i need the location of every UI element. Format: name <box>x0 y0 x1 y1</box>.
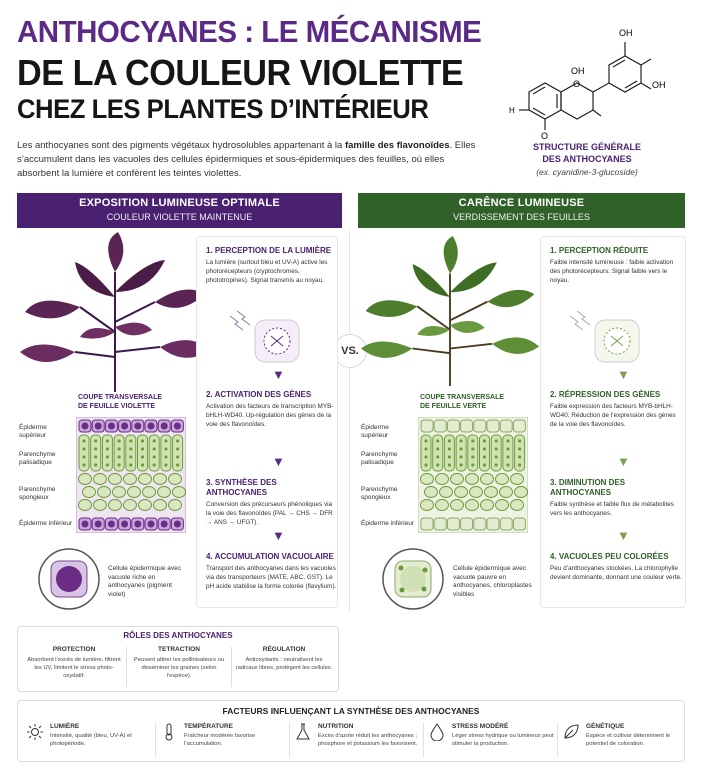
tissue-cell <box>94 474 107 485</box>
green-leaf-cross-section <box>418 417 528 533</box>
factor-separator <box>289 723 290 757</box>
tissue-cell <box>95 521 102 528</box>
tissue-cell <box>436 500 449 511</box>
tissue-cell <box>139 474 152 485</box>
tissue-cell <box>109 500 122 511</box>
tissue-cell <box>94 455 97 458</box>
tissue-cell <box>471 447 474 450</box>
tissue-cell <box>95 423 102 430</box>
left-step-3 <box>206 478 334 527</box>
left-step-3-title: 3. SYNTHÈSE DES ANTHOCYANES <box>206 478 277 497</box>
tissue-cell <box>506 455 509 458</box>
factor-separator <box>423 723 424 757</box>
intro-text-1: Les anthocyanes sont des pigments végétaux hydrosolubles appartenant à la <box>17 140 345 151</box>
right-step-1-desc: Faible intensité lumineuse : faible activation des photorécepteurs. Signal faible vers le noyau. <box>550 259 674 284</box>
right-cross-section-title: COUPE TRANSVERSALE DE FEUILLE VERTE <box>420 394 505 410</box>
right-step-1-title: 1. PERCEPTION RÉDUITE <box>550 246 649 255</box>
tissue-cell <box>460 447 463 450</box>
flask-icon <box>294 723 312 741</box>
tissue-cell <box>118 463 121 466</box>
role-separator <box>231 647 232 687</box>
tissue-cell <box>483 439 486 442</box>
tissue-cell <box>471 439 474 442</box>
tissue-cell <box>141 463 144 466</box>
left-arrow-3: ▼ <box>272 528 285 543</box>
mol-label-oh-mid: OH <box>571 66 585 76</box>
intro-paragraph <box>17 139 477 181</box>
tissue-cell <box>500 487 513 498</box>
tissue-cell <box>448 439 451 442</box>
tissue-cell <box>495 439 498 442</box>
tissue-cell <box>129 455 132 458</box>
tissue-cell <box>164 447 167 450</box>
factor-5-name: GÉNÉTIQUE <box>586 723 625 730</box>
purple-leaf-cross-section <box>76 417 186 533</box>
factor-separator <box>557 723 558 757</box>
right-tissue-spongy: Parenchyme spongieux <box>361 486 398 501</box>
tissue-cell <box>106 447 109 450</box>
tissue-cell <box>425 487 438 498</box>
factors-title: FACTEURS INFLUENÇANT LA SYNTHÈSE DES ANTHOCYANES <box>222 706 480 716</box>
tissue-cell <box>436 439 439 442</box>
tissue-cell <box>496 500 509 511</box>
tissue-cell <box>174 423 181 430</box>
mol-label-h: H <box>509 106 515 115</box>
tissue-cell <box>436 447 439 450</box>
tissue-cell <box>483 447 486 450</box>
tissue-cell <box>154 500 167 511</box>
tissue-cell <box>108 521 115 528</box>
tissue-cell <box>129 447 132 450</box>
factor-3-desc: Excès d’azote réduit les anthocyanes ; phosphore et potassium les favorisent. <box>318 733 418 747</box>
factor-2-name: TEMPÉRATURE <box>184 723 233 730</box>
tissue-cell <box>436 463 439 466</box>
tissue-cell <box>487 420 499 432</box>
left-cell-caption: Cellule épidermique avec vacuole riche en anthocyanes (pigment violet) <box>108 565 181 598</box>
tissue-cell <box>134 521 141 528</box>
tissue-cell <box>460 455 463 458</box>
intro-bold: famille des flavonoïdes <box>344 140 450 151</box>
molecule-caption-3: (ex. cyanidine-3-glucoside) <box>536 167 638 177</box>
tissue-cell <box>153 447 156 450</box>
factor-1-desc: Intensité, qualité (bleu, UV-A) et photopériode. <box>50 733 132 747</box>
role-1-name: PROTECTION <box>52 646 96 653</box>
tissue-cell <box>421 518 433 530</box>
tissue-cell <box>176 447 179 450</box>
tissue-cell <box>82 439 85 442</box>
tissue-cell <box>424 455 427 458</box>
right-step-2-desc: Faible expression des facteurs MYB-bHLH-WD40. Réduction de l’expression des gènes de la voie des flavonoïdes. <box>550 403 676 428</box>
green-vacuole-cell <box>382 548 444 610</box>
tissue-cell <box>471 455 474 458</box>
thermometer-icon <box>160 723 178 741</box>
tissue-cell <box>82 521 89 528</box>
tissue-cell <box>141 447 144 450</box>
tissue-cell <box>515 487 528 498</box>
left-arrow-2: ▼ <box>272 454 285 469</box>
right-tissue-upper-epidermis: Épiderme supérieur <box>361 424 389 439</box>
tissue-cell <box>141 455 144 458</box>
tissue-cell <box>447 518 459 530</box>
left-step-3-desc: Conversion des précurseurs phénoliques via la voie des flavonoïdes (PAL → CHS → DFR → ANS → UFGT). <box>206 501 333 526</box>
mol-label-o-plus: O <box>573 79 581 89</box>
tissue-cell <box>474 518 486 530</box>
tissue-cell <box>500 420 512 432</box>
factor-1-name: LUMIÈRE <box>50 723 80 730</box>
drop-icon <box>428 723 446 741</box>
tissue-cell <box>440 487 453 498</box>
title-line-3: CHEZ LES PLANTES D’INTÉRIEUR <box>17 94 429 124</box>
tissue-cell <box>106 455 109 458</box>
factor-4-name: STRESS MODÉRÉ <box>452 723 509 730</box>
tissue-cell <box>511 500 524 511</box>
tissue-cell <box>161 423 168 430</box>
right-step-2 <box>550 390 682 429</box>
tissue-cell <box>436 455 439 458</box>
leaf-icon <box>562 723 580 741</box>
tissue-cell <box>83 487 96 498</box>
tissue-cell <box>158 487 171 498</box>
molecule-caption-1: STRUCTURE GÉNÉRALE <box>532 142 641 152</box>
left-step-1-title: 1. PERCEPTION DE LA LUMIÈRE <box>206 246 332 255</box>
tissue-cell <box>161 521 168 528</box>
tissue-cell <box>82 455 85 458</box>
tissue-cell <box>518 439 521 442</box>
tissue-cell <box>471 463 474 466</box>
tissue-cell <box>79 474 92 485</box>
left-column-header <box>17 193 342 228</box>
tissue-cell <box>164 439 167 442</box>
tissue-cell <box>169 474 182 485</box>
factor-4-desc: Léger stress hydrique ou lumineux peut stimuler la production. <box>452 733 554 747</box>
left-cross-section-title: COUPE TRANSVERSALE DE FEUILLE VIOLETTE <box>78 394 163 410</box>
right-header-subtitle: VERDISSEMENT DES FEUILLES <box>453 212 590 222</box>
tissue-cell <box>451 474 464 485</box>
tissue-cell <box>164 455 167 458</box>
tissue-cell <box>518 455 521 458</box>
tissue-cell <box>424 463 427 466</box>
tissue-cell <box>466 500 479 511</box>
right-arrow-1: ▼ <box>617 367 630 382</box>
tissue-cell <box>506 447 509 450</box>
tissue-cell <box>118 439 121 442</box>
tissue-cell <box>448 455 451 458</box>
tissue-cell <box>124 474 137 485</box>
factor-2-desc: Fraîcheur modérée favorise l’accumulation. <box>184 733 256 747</box>
left-tissue-palisade: Parenchyme palisadique <box>19 451 56 466</box>
left-tissue-spongy: Parenchyme spongieux <box>19 486 56 501</box>
tissue-cell <box>485 487 498 498</box>
tissue-cell <box>470 487 483 498</box>
factor-separator <box>155 723 156 757</box>
mol-label-o-bottom: O <box>541 131 549 141</box>
tissue-cell <box>448 463 451 466</box>
left-step-4-desc: Transport des anthocyanes dans les vacuoles via des transporteurs (MATE, ABC, GST). Le pH acide stabilise la forme colorée (flavylium). <box>206 565 337 590</box>
factor-stress <box>428 721 558 761</box>
title-line-2: DE LA COULEUR VIOLETTE <box>17 52 464 93</box>
right-step-3-desc: Faible synthèse et faible flux de métabolites vers les anthocyanes. <box>550 501 674 517</box>
tissue-cell <box>513 518 525 530</box>
tissue-cell <box>164 463 167 466</box>
role-2-name: TETRACTION <box>158 646 200 653</box>
tissue-cell <box>424 447 427 450</box>
tissue-cell <box>421 474 434 485</box>
tissue-cell <box>82 423 89 430</box>
tissue-cell <box>461 518 473 530</box>
left-tissue-upper-epidermis: Épiderme supérieur <box>19 424 47 439</box>
tissue-cell <box>451 500 464 511</box>
mol-label-oh-top: OH <box>619 28 633 38</box>
factor-5-desc: Espèce et cultivar déterminent le potentiel de coloration. <box>586 733 671 747</box>
role-2-desc: Peuvent attirer les pollinisateurs ou disséminer les graines (selon l’espèce). <box>133 657 225 679</box>
tissue-cell <box>118 455 121 458</box>
tissue-cell <box>153 439 156 442</box>
tissue-cell <box>496 474 509 485</box>
right-step-4-title: 4. VACUOLES PEU COLORÉES <box>550 552 669 561</box>
left-step-2 <box>206 390 334 429</box>
tissue-cell <box>153 463 156 466</box>
factors-box <box>17 700 685 762</box>
tissue-cell <box>82 463 85 466</box>
tissue-cell <box>148 423 155 430</box>
molecule-caption-2: DES ANTHOCYANES <box>542 154 632 164</box>
left-arrow-1: ▼ <box>272 367 285 382</box>
left-header-subtitle: COULEUR VIOLETTE MAINTENUE <box>106 212 253 222</box>
tissue-cell <box>481 500 494 511</box>
role-attraction <box>129 646 229 680</box>
tissue-cell <box>169 500 182 511</box>
mol-label-oh-right: OH <box>652 80 666 90</box>
tissue-cell <box>143 487 156 498</box>
tissue-cell <box>495 447 498 450</box>
anthocyanin-structure-diagram <box>505 22 675 142</box>
left-step-1-desc: La lumière (surtout bleu et UV-A) active les photorécepteurs (cryptochromes, phototropines). Signal transmis au noyau. <box>206 259 328 284</box>
purple-vacuole-cell <box>38 548 100 610</box>
right-header-title: CARÊNCE LUMINEUSE <box>458 197 585 209</box>
tissue-cell <box>455 487 468 498</box>
tissue-cell <box>424 439 427 442</box>
tissue-cell <box>94 447 97 450</box>
right-receptor-icon <box>565 308 655 368</box>
tissue-cell <box>447 420 459 432</box>
right-step-2-title: 2. RÉPRESSION DES GÈNES <box>550 390 661 399</box>
factor-nutrition <box>294 721 424 761</box>
tissue-cell <box>129 439 132 442</box>
tissue-cell <box>495 455 498 458</box>
left-header-title: EXPOSITION LUMINEUSE OPTIMALE <box>79 197 280 209</box>
sun-icon <box>26 723 44 741</box>
green-plant-illustration <box>360 236 540 386</box>
tissue-cell <box>174 521 181 528</box>
roles-title: RÔLES DES ANTHOCYANES <box>123 631 233 640</box>
tissue-cell <box>153 455 156 458</box>
tissue-cell <box>511 474 524 485</box>
tissue-cell <box>124 500 137 511</box>
right-step-3-title: 3. DIMINUTION DES ANTHOCYANES <box>550 478 626 497</box>
tissue-cell <box>94 463 97 466</box>
tissue-cell <box>121 521 128 528</box>
tissue-cell <box>434 518 446 530</box>
tissue-cell <box>98 487 111 498</box>
right-tissue-palisade: Parenchyme palisadique <box>361 451 398 466</box>
role-protection <box>24 646 124 680</box>
tissue-cell <box>129 463 132 466</box>
tissue-cell <box>106 439 109 442</box>
vs-badge: VS. <box>333 334 367 368</box>
intro-text-2: . Elles s’accumulent dans les vacuoles des cellules épidermiques et sous-épidermiques des feuilles, où elles absorbent la lumière et confèrent les teintes violettes. <box>17 140 476 179</box>
tissue-cell <box>448 447 451 450</box>
tissue-cell <box>113 487 126 498</box>
tissue-cell <box>134 423 141 430</box>
tissue-cell <box>141 439 144 442</box>
tissue-cell <box>106 463 109 466</box>
tissue-cell <box>154 474 167 485</box>
right-column-header <box>358 193 685 228</box>
tissue-cell <box>421 500 434 511</box>
left-step-2-title: 2. ACTIVATION DES GÈNES <box>206 390 312 399</box>
tissue-cell <box>483 455 486 458</box>
roles-box <box>17 626 339 692</box>
left-step-1 <box>206 246 334 285</box>
tissue-cell <box>506 463 509 466</box>
right-arrow-3: ▼ <box>617 528 630 543</box>
column-divider <box>349 230 350 612</box>
role-3-name: RÉGULATION <box>262 646 306 653</box>
left-step-4 <box>206 552 338 591</box>
factor-light <box>26 721 156 761</box>
tissue-cell <box>176 463 179 466</box>
tissue-cell <box>128 487 141 498</box>
tissue-cell <box>495 463 498 466</box>
tissue-cell <box>139 500 152 511</box>
tissue-cell <box>436 474 449 485</box>
right-step-4-desc: Peu d’anthocyanes stockées. La chlorophylle devient dominante, donnant une couleur verte. <box>550 565 682 581</box>
tissue-cell <box>513 420 525 432</box>
tissue-cell <box>518 447 521 450</box>
tissue-cell <box>487 518 499 530</box>
tissue-cell <box>434 420 446 432</box>
left-step-2-desc: Activation des facteurs de transcription MYB-bHLH-WD40. Up-régulation des gènes de la voie des flavonoïdes. <box>206 403 334 428</box>
tissue-cell <box>483 463 486 466</box>
title-line-1: ANTHOCYANES : LE MÉCANISME <box>17 14 482 49</box>
factor-genetics <box>562 721 692 761</box>
tissue-cell <box>460 439 463 442</box>
tissue-cell <box>82 447 85 450</box>
tissue-cell <box>176 455 179 458</box>
role-separator <box>126 647 127 687</box>
tissue-cell <box>118 447 121 450</box>
left-tissue-lower-epidermis: Épiderme inférieur <box>19 520 73 527</box>
tissue-cell <box>108 423 115 430</box>
tissue-cell <box>460 463 463 466</box>
role-3-desc: Antioxydants : neutralisent les radicaux libres, protègent les cellules. <box>235 657 333 671</box>
left-receptor-icon <box>225 308 315 368</box>
left-step-4-title: 4. ACCUMULATION VACUOLAIRE <box>206 552 334 561</box>
tissue-cell <box>500 518 512 530</box>
tissue-cell <box>121 423 128 430</box>
tissue-cell <box>79 500 92 511</box>
tissue-cell <box>94 500 107 511</box>
purple-plant-illustration <box>20 232 210 392</box>
right-tissue-lower-epidermis: Épiderme inférieur <box>361 520 415 527</box>
tissue-cell <box>421 420 433 432</box>
right-cell-caption: Cellule épidermique avec vacuole pauvre en anthocyanes, chloroplastes visibles <box>453 565 532 598</box>
right-step-4 <box>550 552 682 582</box>
factor-3-name: NUTRITION <box>318 723 354 730</box>
right-arrow-2: ▼ <box>617 454 630 469</box>
factor-temperature <box>160 721 290 761</box>
right-step-3 <box>550 478 682 518</box>
tissue-cell <box>109 474 122 485</box>
tissue-cell <box>506 439 509 442</box>
tissue-cell <box>94 439 97 442</box>
tissue-cell <box>176 439 179 442</box>
tissue-cell <box>481 474 494 485</box>
role-regulation <box>234 646 334 672</box>
molecule-caption <box>512 141 662 177</box>
tissue-cell <box>148 521 155 528</box>
right-step-1 <box>550 246 680 285</box>
tissue-cell <box>461 420 473 432</box>
tissue-cell <box>474 420 486 432</box>
tissue-cell <box>518 463 521 466</box>
role-1-desc: Absorbent l’excès de lumière, filtrent les UV, limitent le stress photo-oxydatif. <box>27 657 121 679</box>
tissue-cell <box>173 487 186 498</box>
tissue-cell <box>466 474 479 485</box>
